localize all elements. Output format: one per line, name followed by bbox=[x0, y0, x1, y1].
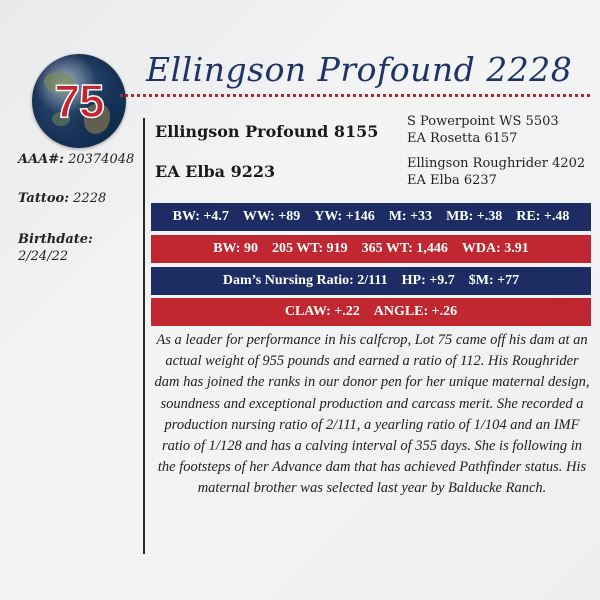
birthdate-value: 2/24/22 bbox=[18, 249, 69, 264]
epd-bar-maternal bbox=[151, 267, 591, 295]
tattoo-info bbox=[18, 191, 138, 206]
weight-value: 205 WT: 919 bbox=[271, 241, 348, 256]
weight-value: WDA: 3.91 bbox=[461, 241, 529, 256]
birthdate-info bbox=[18, 231, 138, 265]
feet-value: CLAW: +.22 bbox=[284, 304, 360, 319]
lot-description: As a leader for performance in his calfcrop, Lot 75 came off his dam at an actual weight of 955 pounds and earned a ratio of 112. His Roughrider dam has joined the ranks in our donor pen for her unique maternal design, soundness and exceptional production and carcass merit. She recorded a production nursing ratio of 2/111, a yearling ratio of 1/104 and an IMF ratio of 1/128 and has a calving interval of 355 days. She is following in the footsteps of her Advance dam that has achieved Pathfinder status. His maternal brother was selected last year by Balducke Ranch. bbox=[154, 332, 590, 497]
maternal-value: $M: +77 bbox=[468, 273, 520, 288]
weight-value: BW: 90 bbox=[213, 241, 258, 256]
epd-value: BW: +4.7 bbox=[172, 209, 229, 224]
epd-bar-weights bbox=[151, 235, 591, 263]
sire-name: Ellingson Profound 8155 bbox=[155, 122, 379, 141]
animal-name-title: Ellingson Profound 2228 bbox=[146, 50, 573, 89]
epd-bar-growth bbox=[151, 203, 591, 231]
sire-grandparents bbox=[407, 113, 559, 147]
maternal-value: HP: +9.7 bbox=[401, 273, 455, 288]
feet-value: ANGLE: +.26 bbox=[373, 304, 458, 319]
sire-sire: S Powerpoint WS 5503 bbox=[407, 114, 559, 129]
epd-value: M: +33 bbox=[388, 209, 433, 224]
epd-value: WW: +89 bbox=[242, 209, 301, 224]
lot-number: 75 bbox=[54, 75, 104, 127]
dam-grandparents bbox=[407, 155, 585, 189]
sire-dam: EA Rosetta 6157 bbox=[407, 131, 518, 146]
dotted-divider bbox=[120, 94, 590, 97]
epd-value: RE: +.48 bbox=[516, 209, 570, 224]
aaa-info bbox=[18, 152, 138, 167]
birthdate-label: Birthdate: bbox=[18, 232, 93, 247]
tattoo-label: Tattoo: bbox=[18, 191, 70, 206]
lot-number-globe-icon bbox=[32, 54, 126, 148]
weight-value: 365 WT: 1,446 bbox=[361, 241, 448, 256]
aaa-number: 20374048 bbox=[68, 152, 135, 167]
maternal-value: Dam’s Nursing Ratio: 2/111 bbox=[222, 273, 388, 288]
tattoo-value: 2228 bbox=[73, 191, 107, 206]
epd-value: YW: +146 bbox=[314, 209, 375, 224]
dam-sire: Ellingson Roughrider 4202 bbox=[407, 156, 586, 171]
aaa-label: AAA#: bbox=[18, 152, 64, 167]
epd-bar-feet bbox=[151, 298, 591, 326]
dam-dam: EA Elba 6237 bbox=[407, 173, 497, 188]
epd-value: MB: +.38 bbox=[446, 209, 503, 224]
dam-name: EA Elba 9223 bbox=[155, 162, 276, 181]
vertical-divider bbox=[143, 118, 145, 554]
